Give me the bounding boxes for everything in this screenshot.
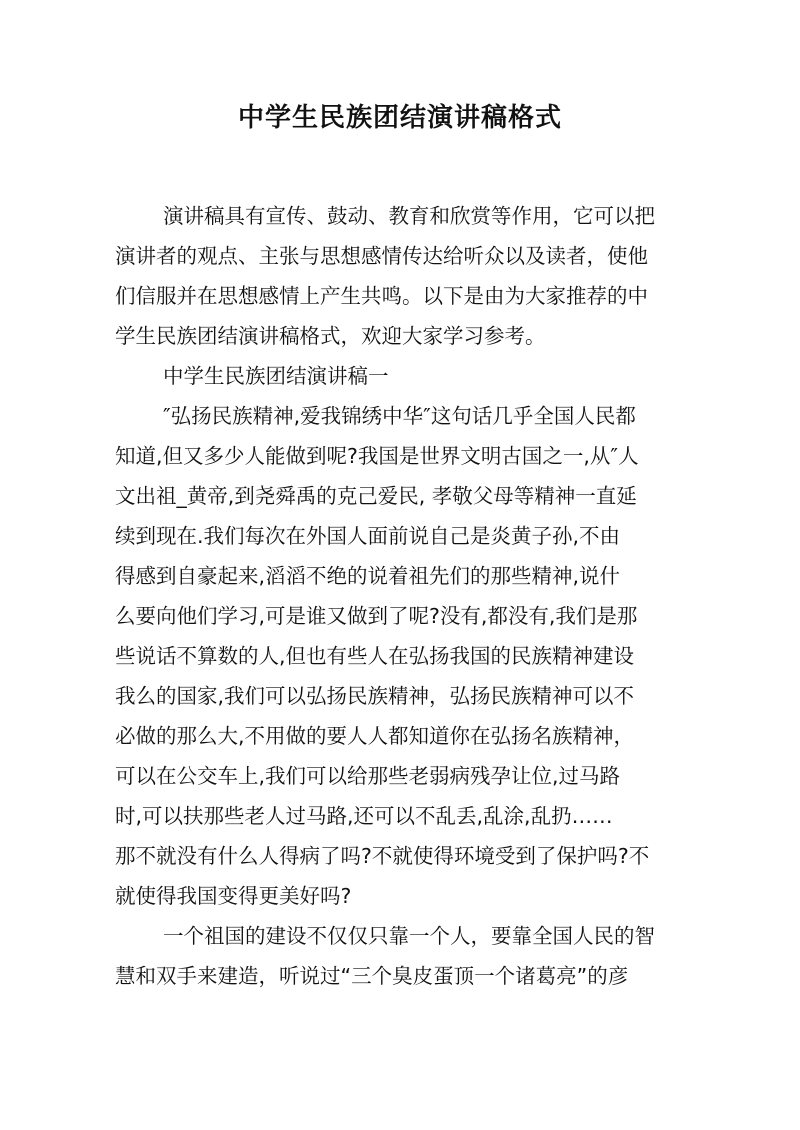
paragraph-line: 那不就没有什么人得病了吗?不就使得环境受到了保护吗?不 <box>115 844 650 868</box>
paragraph-line: 时,可以扶那些老人过马路,还可以不乱丢,乱涂,乱扔…… <box>115 804 613 828</box>
paragraph-line: 知道,但又多少人能做到呢?我国是世界文明古国之一,从″人 <box>115 444 639 468</box>
paragraph-line: ″弘扬民族精神,爱我锦绣中华″这句话几乎全国人民都 <box>163 404 636 428</box>
paragraph-line: 演讲者的观点、主张与思想感情传达给听众以及读者，使他 <box>115 244 648 268</box>
paragraph-line: 学生民族团结演讲稿格式，欢迎大家学习参考。 <box>115 324 546 348</box>
paragraph-line: 一个祖国的建设不仅仅只靠一个人，要靠全国人民的智 <box>163 924 655 948</box>
paragraph-line: 么要向他们学习,可是谁又做到了呢?没有,都没有,我们是那 <box>115 604 638 628</box>
paragraph-line: 必做的那么大,不用做的要人人都知道你在弘扬名族精神， <box>115 724 635 748</box>
paragraph-line: 得感到自豪起来,滔滔不绝的说着祖先们的那些精神,说什 <box>115 564 621 588</box>
paragraph-line: 我么的国家,我们可以弘扬民族精神，弘扬民族精神可以不 <box>115 684 635 708</box>
paragraph-line: 就使得我国变得更美好吗? <box>115 884 352 908</box>
document-body <box>115 196 685 996</box>
paragraph-line: 续到现在.我们每次在外国人面前说自己是炎黄子孙,不由 <box>115 524 621 548</box>
paragraph-line: 演讲稿具有宣传、鼓动、教育和欣赏等作用，它可以把 <box>163 204 655 228</box>
document-title: 中学生民族团结演讲稿格式 <box>237 103 562 133</box>
paragraph-line: 慧和双手来建造，听说过“三个臭皮蛋顶一个诸葛亮”的彦 <box>115 964 629 988</box>
section-heading: 中学生民族团结演讲稿一 <box>163 364 389 388</box>
paragraph-line: 些说话不算数的人,但也有些人在弘扬我国的民族精神建设 <box>115 644 635 668</box>
paragraph-line: 们信服并在思想感情上产生共鸣。以下是由为大家推荐的中 <box>115 284 648 308</box>
paragraph-line: 可以在公交车上,我们可以给那些老弱病残孕让位,过马路 <box>115 764 621 788</box>
paragraph-line: 文出祖_黄帝,到尧舜禹的克己爱民, 孝敬父母等精神一直延 <box>115 484 637 508</box>
